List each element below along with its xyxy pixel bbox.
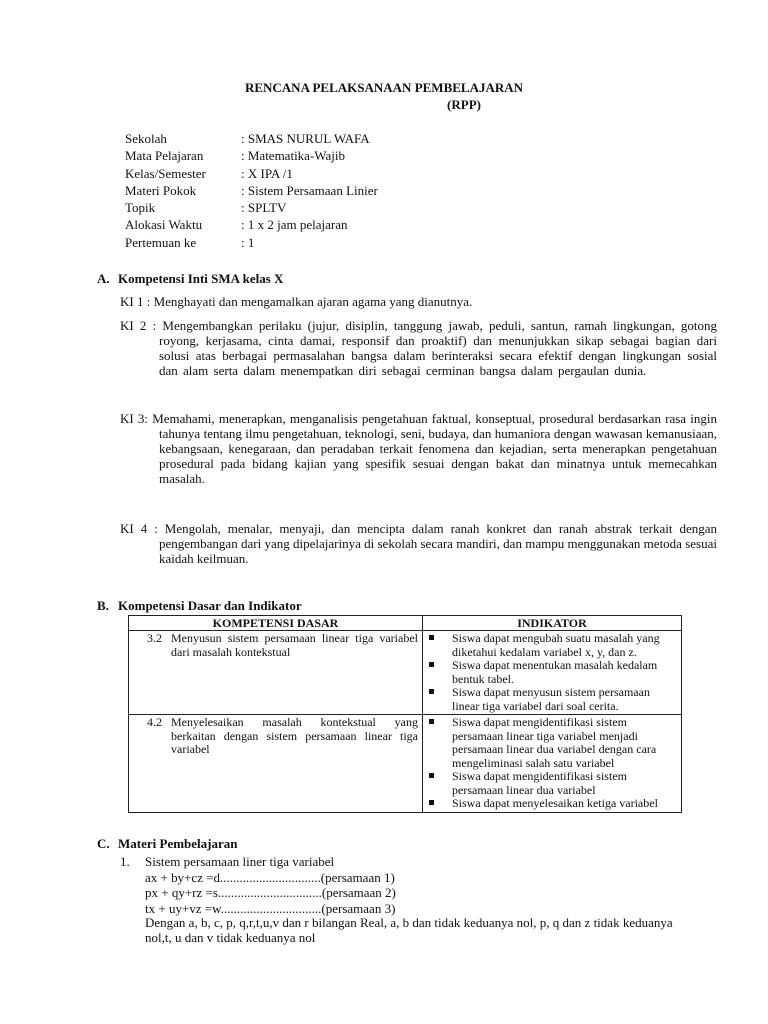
identity-value: : 1 x 2 jam pelajaran (241, 217, 348, 233)
section-b-heading: B. Kompetensi Dasar dan Indikator (97, 598, 302, 613)
indicator-cell (423, 715, 682, 813)
identity-row (125, 148, 378, 165)
col-header-indikator: INDIKATOR (423, 616, 682, 631)
identity-label: Mata Pelajaran (125, 148, 204, 164)
materi-number: 1. (120, 854, 130, 869)
identity-value: : Sistem Persamaan Linier (241, 182, 378, 198)
equation-note: Dengan a, b, c, p, q,r,t,u,v dan r bilangan Real, a, b dan tidak keduanya nol, p, q dan z tidak keduanya nol,t, u dan v tidak keduanya nol (145, 915, 673, 945)
ki-4: KI 4 : Mengolah, menalar, menyaji, dan mencipta dalam ranah konkret dan ranah abstrak terkait dengan pengembangan dari yang dipelajarinya di sekolah secara mandiri, dan mampu menggunakan metoda sesuai kaidah keilmuan. (120, 521, 717, 566)
kd-cell (129, 631, 423, 715)
document-title: RENCANA PELAKSANAAN PEMBELAJARAN (244, 80, 524, 95)
kd-indicator-table (128, 615, 682, 813)
identity-value: : 1 (241, 234, 255, 250)
kd-number: 3.2 (147, 631, 162, 645)
ki-3: KI 3: Memahami, menerapkan, menganalisis pengetahuan faktual, konseptual, prosedural berdasarkan rasa ingin tahunya tentang ilmu pengetahuan, teknologi, seni, budaya, dan humaniora dengan wawasan kemanusiaan, kebangsaan, kenegaraan, dan peradaban terkait fenomena dan kejadian, serta menerapkan pengetahuan prosedural pada bidang kajian yang spesifik sesuai dengan bakat dan minatnya untuk memecahkan masalah. (120, 411, 717, 486)
section-a-heading: A. Kompetensi Inti SMA kelas X (97, 271, 284, 286)
kd-text: Menyusun sistem persamaan linear tiga variabel dari masalah kontekstual (171, 631, 418, 659)
bullet-icon (427, 797, 452, 811)
identity-label: Materi Pokok (125, 182, 197, 198)
indicator-item: Siswa dapat menyusun sistem persamaan linear tiga variabel dari soal cerita. (427, 686, 679, 713)
identity-label: Kelas/Semester (125, 165, 206, 181)
identity-label: Pertemuan ke (125, 234, 197, 250)
indicator-item: Siswa dapat mengubah suatu masalah yang diketahui kedalam variabel x, y, dan z. (427, 632, 679, 659)
col-header-kd: KOMPETENSI DASAR (129, 616, 423, 631)
kd-text: Menyelesaikan masalah kontekstual yang berkaitan dengan sistem persamaan linear tiga variabel (171, 715, 418, 756)
equation-2: px + qy+rz =s................................(persamaan 2) (145, 885, 396, 900)
identity-value: : X IPA /1 (241, 165, 293, 181)
identity-row (125, 217, 378, 234)
bullet-icon (427, 632, 452, 659)
identity-table (125, 131, 378, 252)
indicator-item: Siswa dapat menentukan masalah kedalam bentuk tabel. (427, 659, 679, 686)
table-header-row (129, 616, 682, 631)
identity-label: Sekolah (125, 131, 167, 146)
identity-value: : Matematika-Wajib (241, 148, 345, 164)
identity-row (125, 235, 378, 252)
equation-1: ax + by+cz =d...............................(persamaan 1) (145, 870, 395, 885)
ki-2: KI 2 : Mengembangkan perilaku (jujur, disiplin, tanggung jawab, peduli, santun, ramah lingkungan, gotong royong, kerjasama, cinta damai, responsif dan proaktif) dan menunjukkan sikap sebagai bagian dari solusi atas berbagai permasalahan bangsa dalam berinteraksi secara efektif dengan lingkungan sosial dan alam serta dalam menempatkan diri sebagai cerminan bangsa dalam pergaulan dunia. (120, 318, 717, 378)
identity-row (125, 183, 378, 200)
section-c-heading: C. Materi Pembelajaran (97, 836, 238, 851)
document-subtitle: (RPP) (447, 97, 481, 112)
bullet-icon (427, 686, 452, 713)
bullet-icon (427, 659, 452, 686)
identity-value: : SPLTV (241, 200, 287, 216)
indicator-item: Siswa dapat mengidentifikasi sistem persamaan linear tiga variabel menjadi persamaan linear dua variabel dengan cara mengeliminasi salah satu variabel (427, 716, 679, 770)
identity-row (125, 166, 378, 183)
identity-row (125, 200, 378, 217)
equation-3: tx + uy+vz =w...............................(persamaan 3) (145, 901, 396, 916)
identity-row (125, 131, 378, 148)
kd-cell (129, 715, 423, 813)
materi-title: Sistem persamaan liner tiga variabel (145, 854, 335, 869)
table-row (129, 715, 682, 813)
bullet-icon (427, 770, 452, 797)
materi-item-1 (120, 854, 685, 869)
bullet-icon (427, 716, 452, 770)
indicator-item: Siswa dapat menyelesaikan ketiga variabel (427, 797, 679, 811)
indicator-item: Siswa dapat mengidentifikasi sistem persamaan linear dua variabel (427, 770, 679, 797)
identity-label: Topik (125, 200, 156, 216)
identity-value: : SMAS NURUL WAFA (241, 131, 370, 146)
table-row (129, 631, 682, 715)
kd-number: 4.2 (147, 715, 162, 729)
ki-1: KI 1 : Menghayati dan mengamalkan ajaran agama yang dianutnya. (120, 294, 473, 309)
indicator-cell (423, 631, 682, 715)
identity-label: Alokasi Waktu (125, 217, 203, 233)
